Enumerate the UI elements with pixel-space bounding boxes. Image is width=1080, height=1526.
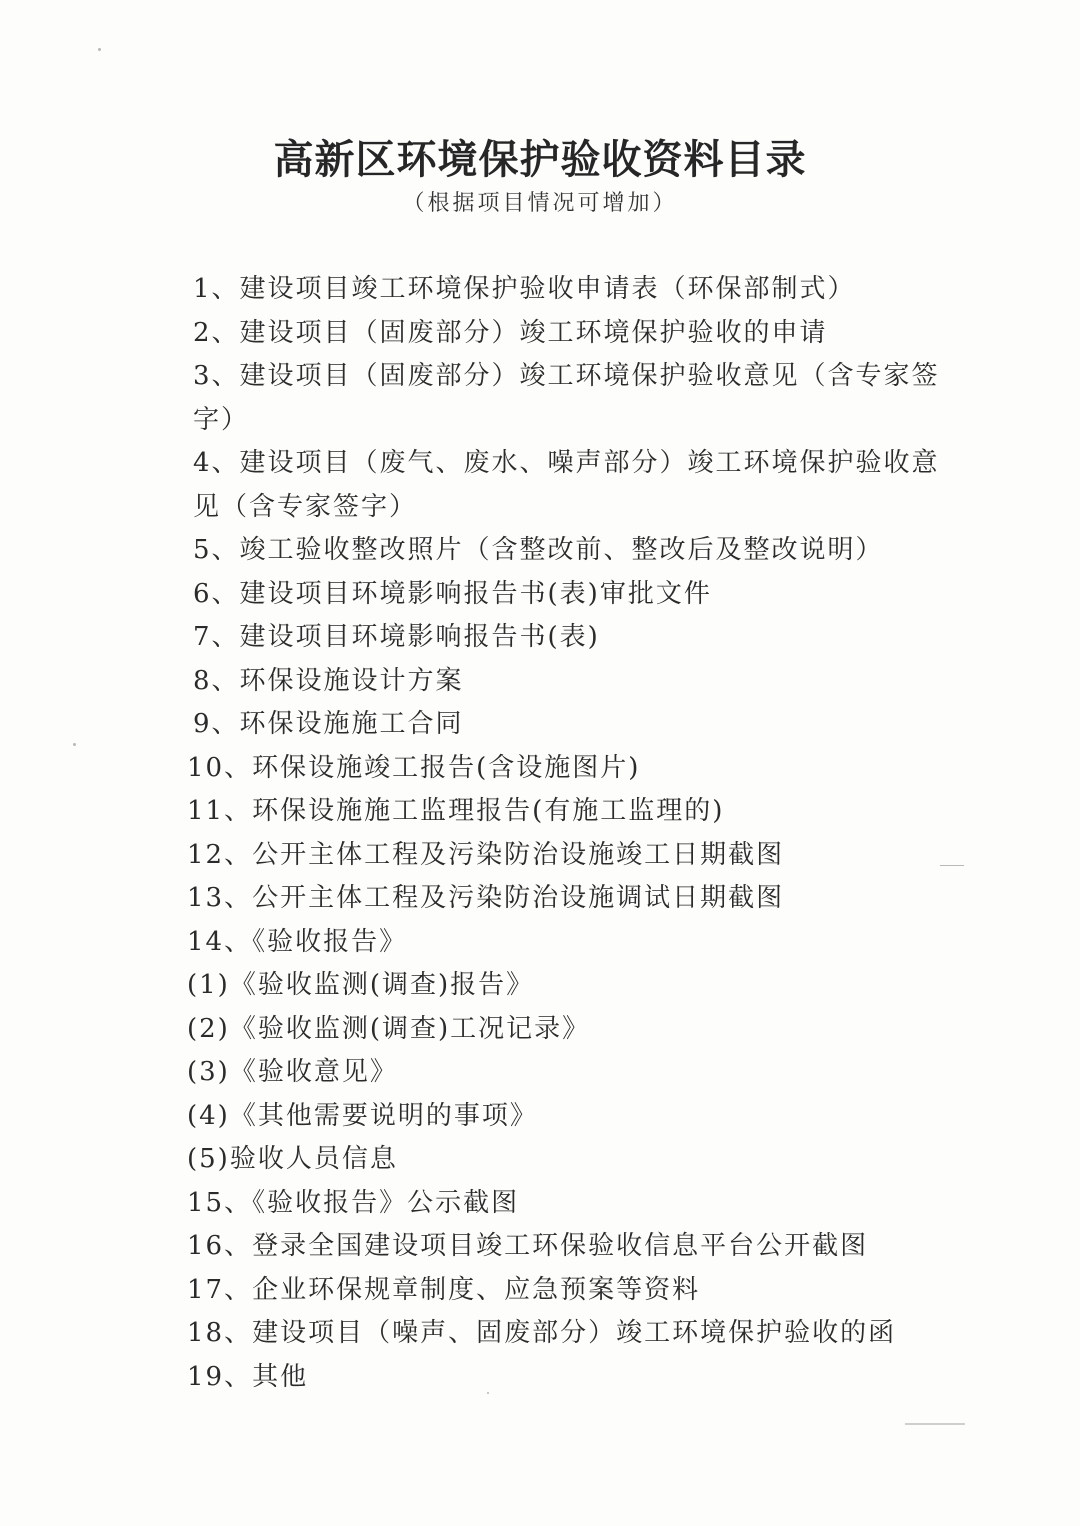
- list-item: 15、《验收报告》公示截图: [187, 1187, 520, 1218]
- scan-speck: [487, 1392, 489, 1394]
- list-item: 11、环保设施施工监理报告(有施工监理的): [187, 796, 725, 826]
- list-item: 8、环保设施设计方案: [193, 665, 464, 696]
- list-item: 9、环保设施施工合同: [193, 709, 464, 739]
- list-item: (4)《其他需要说明的事项》: [187, 1100, 538, 1131]
- list-item: 3、建设项目（固废部分）竣工环境保护验收意见（含专家签字）: [193, 361, 940, 435]
- list-item: (2)《验收监测(调查)工况记录》: [187, 1013, 591, 1044]
- list-item: 10、环保设施竣工报告(含设施图片): [187, 752, 641, 783]
- scan-speck: [98, 48, 101, 51]
- list-item: 13、公开主体工程及污染防治设施调试日期截图: [187, 883, 785, 913]
- scan-speck: [905, 1423, 965, 1425]
- scan-speck: [73, 743, 76, 746]
- list-item: 7、建设项目环境影响报告书(表): [193, 622, 600, 652]
- list-item: 2、建设项目（固废部分）竣工环境保护验收的申请: [193, 317, 828, 348]
- list-item: (1)《验收监测(调查)报告》: [187, 970, 535, 1000]
- list-item: 14、《验收报告》: [187, 926, 408, 957]
- list-item: 1、建设项目竣工环境保护验收申请表（环保部制式）: [193, 274, 856, 304]
- list-item: 5、竣工验收整改照片（含整改前、整改后及整改说明）: [193, 535, 884, 565]
- list-item: 16、登录全国建设项目竣工环保验收信息平台公开截图: [187, 1231, 869, 1261]
- list-item: 4、建设项目（废气、废水、噪声部分）竣工环境保护验收意见（含专家签字）: [193, 448, 940, 522]
- item-list: [187, 268, 947, 1399]
- list-item: 18、建设项目（噪声、固废部分）竣工环境保护验收的函: [187, 1318, 897, 1348]
- page-title: 高新区环境保护验收资料目录: [273, 136, 807, 183]
- list-item: 17、企业环保规章制度、应急预案等资料: [187, 1274, 701, 1305]
- list-item: 12、公开主体工程及污染防治设施竣工日期截图: [187, 839, 785, 870]
- page-subtitle: （根据项目情况可增加）: [402, 191, 678, 216]
- list-item: (3)《验收意见》: [187, 1057, 398, 1087]
- list-item: 6、建设项目环境影响报告书(表)审批文件: [193, 578, 712, 609]
- list-item: 19、其他: [187, 1361, 309, 1392]
- scan-speck: [940, 865, 964, 866]
- list-item: (5)验收人员信息: [187, 1144, 398, 1174]
